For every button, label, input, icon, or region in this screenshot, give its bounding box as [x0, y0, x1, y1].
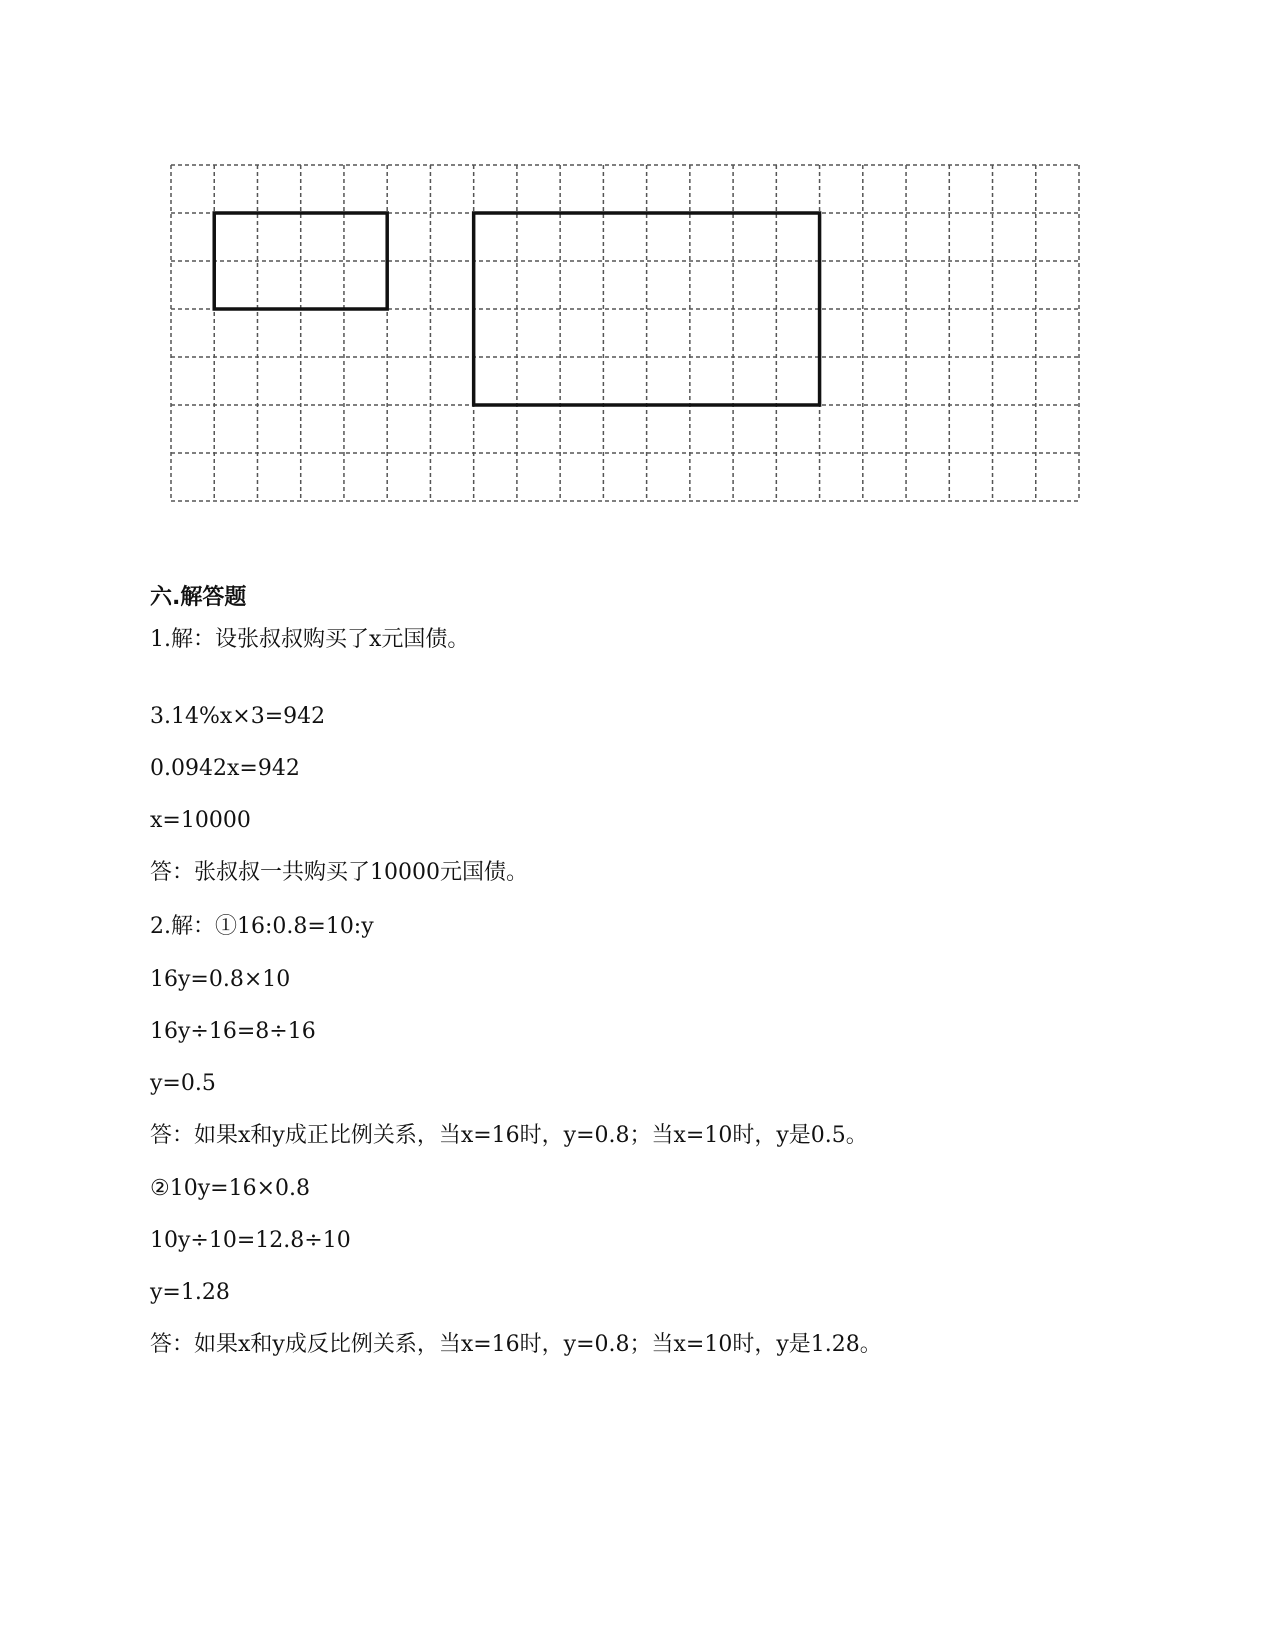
solution-2b-answer: 答：如果x和y成反比例关系，当x=16时，y=0.8；当x=10时，y是1.28。 [150, 1332, 882, 1357]
solution-1-result: x=10000 [150, 808, 251, 833]
solution-1-equation: 3.14%x×3=942 [150, 704, 326, 729]
dashed-grid [171, 165, 1079, 501]
solution-2b-equation: ②10y=16×0.8 [150, 1176, 310, 1201]
solution-2a-step-1: 16y=0.8×10 [150, 967, 291, 992]
solution-1-step-1: 0.0942x=942 [150, 756, 300, 781]
solution-2b-result: y=1.28 [150, 1280, 230, 1305]
section-title: 六.解答题 [150, 585, 247, 610]
solution-2b-step-1: 10y÷10=12.8÷10 [150, 1228, 351, 1253]
solution-2-intro: 2.解：①16:0.8=10:y [150, 914, 374, 939]
solution-1-answer: 答：张叔叔一共购买了10000元国债。 [150, 860, 528, 885]
solution-2a-step-2: 16y÷16=8÷16 [150, 1019, 316, 1044]
grid-figure [170, 163, 1080, 503]
solution-2a-answer: 答：如果x和y成正比例关系，当x=16时，y=0.8；当x=10时，y是0.5。 [150, 1123, 868, 1148]
solution-2a-result: y=0.5 [150, 1071, 216, 1096]
solution-1-intro: 1.解：设张叔叔购买了x元国债。 [150, 627, 470, 652]
